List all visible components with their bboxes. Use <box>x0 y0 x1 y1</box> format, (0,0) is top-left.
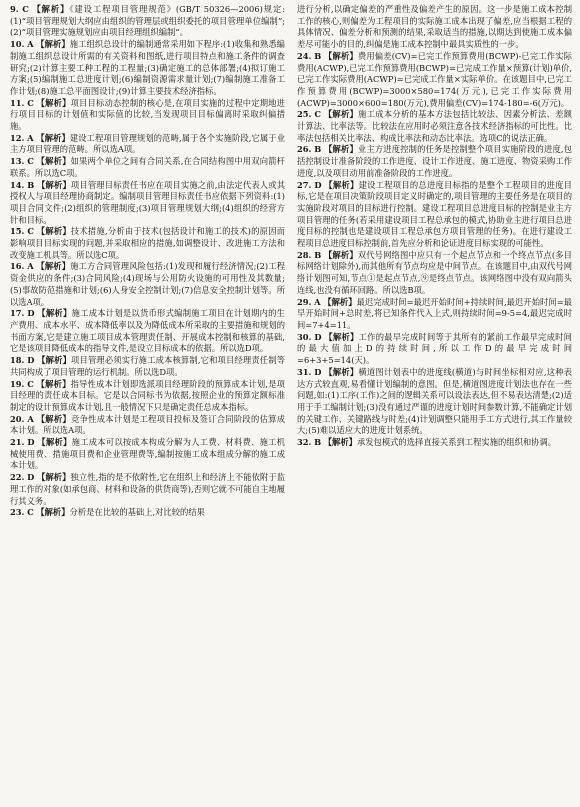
answer-letter: D <box>27 437 35 448</box>
explanation-text: 建设工程项目管理规划的范畴,属于各个实施阶段,它属于业主方项目管理的范畴。所以选A项。 <box>10 132 285 155</box>
answer-entry <box>297 437 572 449</box>
analysis-tag: 【解析】 <box>37 472 71 483</box>
question-number: 18. <box>10 355 25 366</box>
answer-entry <box>297 367 572 437</box>
analysis-tag: 【解析】 <box>36 132 70 143</box>
answer-entry <box>10 4 285 39</box>
answer-entry <box>10 472 285 507</box>
answer-entry <box>10 180 285 227</box>
answer-entry <box>10 156 285 179</box>
analysis-tag: 【解析】 <box>37 179 71 190</box>
analysis-tag: 【解析】 <box>324 50 358 61</box>
answer-entry <box>10 308 285 355</box>
answer-letter: D <box>27 308 35 319</box>
explanation-text: 业主方进度控制的任务是控制整个项目实施阶段的进度,包括控制设计准备阶段的工作进度、设计工作进度、施工进度、物资采购工作进度,以及项目动用前准备阶段的工作进度。 <box>297 144 572 178</box>
question-number: 17. <box>10 308 25 319</box>
explanation-text: 项目目标动态控制的核心是,在项目实施的过程中定期地进行项目目标的计划值和实际值的比较,当发现项目目标偏离时采取纠偏措施。 <box>10 97 285 132</box>
analysis-tag: 【解析】 <box>37 355 72 366</box>
question-number: 31. <box>297 366 312 377</box>
question-number: 29. <box>297 296 312 307</box>
analysis-tag: 【解析】 <box>324 249 358 260</box>
answer-entry <box>10 133 285 156</box>
question-number: 14. <box>10 179 25 190</box>
explanation-text: 如果两个单位之间有合同关系,在合同结构图中用双向箭杆联系。所以选C项。 <box>10 156 285 178</box>
explanation-text: 独立性,指的是不依附性,它在组织上和经济上不能依附于监理工作的对象(如承包商、材料和设备的供货商等),否则它就不可能自主地履行其义务。 <box>10 472 285 506</box>
analysis-tag: 【解析】 <box>32 4 70 14</box>
answer-entry <box>10 39 285 98</box>
answer-letter: C <box>27 507 34 518</box>
answer-entry <box>10 226 285 261</box>
analysis-tag: 【解析】 <box>323 109 359 120</box>
answer-entry <box>297 250 572 297</box>
analysis-tag: 【解析】 <box>37 437 72 448</box>
explanation-text: 项目管理目标责任书应在项目实施之前,由法定代表人或其授权人与项目经理协商制定。编制项目管理目标责任书应依据下列资料:(1)项目合同文件;(2)组织的管理制度;(3)项目管理规划大纲;(4)组织的经营方针和目标。 <box>10 179 285 225</box>
explanation-text: 最迟完成时间=最迟开始时间+持续时间,最迟开始时间=最早开始时间+总时差,将已知条件代入上式,则持续时间=9-5=4,最迟完成时间=7+4=11。 <box>297 296 572 330</box>
answer-entry <box>10 98 285 133</box>
answer-entry <box>297 332 572 367</box>
question-number: 21. <box>10 437 25 448</box>
explanation-text: 技术措施,分析由于技术(包括设计和施工的技术)的原因而影响项目目标实现的问题,并采取相应的措施,如调整设计、改进施工方法和改变施工机具等。所以选C项。 <box>10 226 285 260</box>
answer-letter: C <box>27 226 34 237</box>
left-column <box>10 4 285 807</box>
answer-letter: D <box>314 179 322 190</box>
question-number: 10. <box>10 39 25 50</box>
analysis-tag: 【解析】 <box>324 179 359 190</box>
answer-letter: C <box>314 109 321 120</box>
explanation-text: 进行分析,以确定偏差的严重性及偏差产生的原因。这一步是施工成本控制工作的核心,则偏差为工程项目的实际施工成本出现了偏差,应当根据工程的具体情况、偏差分析和预测的结果,采取适当的措施,以期达到使施工成本偏差尽可能小的目的,纠偏是施工成本控制中最具实质性的一步。 <box>297 4 572 50</box>
answer-letter: D <box>27 472 35 483</box>
answer-entry <box>10 355 285 378</box>
answer-entry <box>297 51 572 110</box>
explanation-text: 双代号网络图中应只有一个起点节点和一个终点节点(多目标网络计划除外),而其他所有节点均应是中间节点。在该题目中,由双代号网络计划图可知,节点①是起点节点,⑨是终点节点。该网络图中没有双向箭头连线,也没有循环回路。所以选B项。 <box>297 249 572 295</box>
explanation-text: 费用偏差(CV)=已完工作预算费用(BCWP)-已完工作实际费用(ACWP),已完工作预算费用(BCWP)=已完成工作量×预算(计划)单价,已完工作实际费用(ACWP)=已完成工作量×实际单价。在该题目中,已完工作预算费用(BCWP)=3000×580=174(万元),已完工作实际费用(ACWP)=3000×600=180(万元),费用偏差(CV)=174-180=-6(万元)。 <box>297 50 572 108</box>
question-number: 15. <box>10 226 25 237</box>
answer-letter: A <box>27 132 34 143</box>
question-number: 24. <box>297 50 312 61</box>
answer-entry <box>297 180 572 250</box>
question-number: 25. <box>297 109 312 120</box>
explanation-text: 施工组织总设计的编制通常采用如下程序:(1)收集和熟悉编制施工组织总设计所需的有关资料和图纸,进行项目特点和施工条件的调查研究;(2)计算主要工种工程的工程量;(3)确定施工的总体部署;(4)拟订施工方案;(5)编制施工总进度计划;(6)编制资源需求量计划;(7)编制施工准备工作计划;(8)施工总平面图设计;(9)计算主要技术经济指标。 <box>10 39 285 96</box>
answer-letter: A <box>314 296 321 307</box>
answer-entry <box>10 507 285 519</box>
answer-letter: C <box>27 97 34 108</box>
answer-entry <box>10 437 285 472</box>
analysis-tag: 【解析】 <box>36 378 71 389</box>
question-number: 32. <box>297 437 312 448</box>
answer-entry <box>297 144 572 179</box>
analysis-tag: 【解析】 <box>37 308 72 319</box>
right-column <box>297 4 572 807</box>
answer-letter: B <box>314 249 322 260</box>
question-number: 23. <box>10 507 25 518</box>
explanation-text: 分析是在比较的基础上,对比较的结果 <box>69 507 205 518</box>
analysis-tag: 【解析】 <box>36 226 71 237</box>
analysis-tag: 【解析】 <box>36 261 71 272</box>
explanation-text: 施工成本可以按成本构成分解为人工费、材料费、施工机械使用费、措施项目费和企业管理费等,编制按施工成本组成分解的施工成本计划。 <box>10 437 285 471</box>
answer-letter: D <box>314 331 322 342</box>
answer-letter: D <box>314 366 322 377</box>
question-number: 9. <box>10 4 19 14</box>
analysis-tag: 【解析】 <box>36 413 72 424</box>
explanation-text: 项目管理必须实行施工成本核算制,它和项目经理责任制等共同构成了项目管理的运行机制。所以选D项。 <box>10 355 285 377</box>
analysis-tag: 【解析】 <box>324 366 359 377</box>
answer-letter: B <box>27 179 35 190</box>
question-number: 27. <box>297 179 312 190</box>
question-number: 13. <box>10 156 25 167</box>
question-number: 26. <box>297 144 312 155</box>
analysis-tag: 【解析】 <box>324 331 359 342</box>
answer-letter: C <box>27 156 34 167</box>
explanation-text: 竞争性成本计划是工程项目投标及签订合同阶段的估算成本计划。所以选A项。 <box>10 413 285 436</box>
question-number: 22. <box>10 472 25 483</box>
question-number: 16. <box>10 261 25 272</box>
answer-letter: A <box>27 261 34 272</box>
answer-entry <box>297 297 572 332</box>
answer-letter: C <box>27 378 34 389</box>
analysis-tag: 【解析】 <box>36 507 70 518</box>
question-number: 11. <box>10 97 25 108</box>
explanation-text: 工作的最早完成时间等于其所有的紧前工作最早完成时间的最大值加上D的持续时间,所以工作D的最早完成时间=6+3+5=14(天)。 <box>297 331 572 366</box>
explanation-text: 施工方合同管理风险包括:(1)发现和履行经济情况;(2)工程资金供应的条件;(3)合同风险;(4)现场与公用防火设施的可用性及其数量;(5)事故防范措施和计划;(6)人身安全控制计划;(7)信息安全控制计划等。所以选A项。 <box>10 261 285 307</box>
answer-letter: A <box>27 39 34 50</box>
question-number: 20. <box>10 413 25 424</box>
answer-letter: D <box>27 355 35 366</box>
answer-entry <box>10 261 285 308</box>
explanation-text: 建设工程项目的总进度目标指的是整个工程项目的进度目标,它是在项目决策阶段项目定义时确定的,项目管理的主要任务是在项目的实施阶段对项目的目标进行控制。建设工程项目总进度目标的控制是业主方项目管理的任务(若采用建设项目工程总承包的模式,协助业主进行项目总进度目标的控制也是建设项目工程总承包方项目管理的任务)。在进行建设工程项目总进度目标控制前,首先应分析和论证进度目标实现的可能性。 <box>297 179 572 249</box>
answer-entry <box>297 109 572 144</box>
analysis-tag: 【解析】 <box>36 156 71 167</box>
question-number: 19. <box>10 378 25 389</box>
analysis-tag: 【解析】 <box>324 144 358 155</box>
answer-entry <box>297 4 572 51</box>
explanation-text: 指导性成本计划即选派项目经理阶段的预算成本计划,是项目经理的责任成本目标。它是以合同标书为依据,按照企业的预算定额标准制定的设计预算成本计划,且一般情况下只是确定责任总成本指标。 <box>10 378 285 412</box>
answer-letter: B <box>314 144 322 155</box>
answer-letter: B <box>314 437 322 448</box>
analysis-tag: 【解析】 <box>36 39 70 50</box>
answer-letter: A <box>27 413 34 424</box>
explanation-text: 承发包模式的选择直接关系到工程实施的组织和协调。 <box>356 437 557 448</box>
explanation-text: 《建设工程项目管理规范》(GB/T 50326—2006)规定:(1)“项目管理规划大纲应由组织的管理层或组织委托的项目管理单位编制”;(2)“项目管理实施规划应由项目经理组织编制”。 <box>10 4 285 38</box>
question-number: 12. <box>10 132 25 143</box>
answer-letter: B <box>314 50 322 61</box>
analysis-tag: 【解析】 <box>36 97 71 108</box>
explanation-text: 施工成本计划是以货币形式编制施工项目在计划期内的生产费用、成本水平、成本降低率以及为降低成本所采取的主要措施和规划的书面方案,它是建立施工项目成本管理责任制、开展成本控制和核算的基础,它是该项目降低成本的指导文件,是设立目标成本的依据。所以选D项。 <box>10 308 285 354</box>
question-number: 30. <box>297 331 312 342</box>
answer-entry <box>10 379 285 414</box>
explanation-text: 横道图计划表中的进度线(横道)与时间坐标相对应,这种表达方式较直观,易看懂计划编制的意图。但是,横道图进度计划法也存在一些问题,如:(1)工序(工作)之间的逻辑关系可以设法表达,但不易表达清楚;(2)适用于手工编制计划;(3)没有通过严谨的进度计划时间参数计算,不能确定计划的关键工作、关键路线与时差;(4)计划调整只能用手工方式进行,其工作量较大;(5)难以适应大的进度计划系统。 <box>297 366 572 436</box>
analysis-tag: 【解析】 <box>323 296 357 307</box>
answer-entry <box>10 414 285 437</box>
analysis-tag: 【解析】 <box>323 437 357 448</box>
question-number: 28. <box>297 249 312 260</box>
answer-letter: C <box>22 4 29 14</box>
explanation-text: 施工成本分析的基本方法包括比较法、因素分析法、差额计算法、比率法等。比较法在应用时必须注意各技术经济指标的可比性。比率法包括相关比率法、构成比率法和动态比率法。选项C的说法正确。 <box>297 109 572 143</box>
